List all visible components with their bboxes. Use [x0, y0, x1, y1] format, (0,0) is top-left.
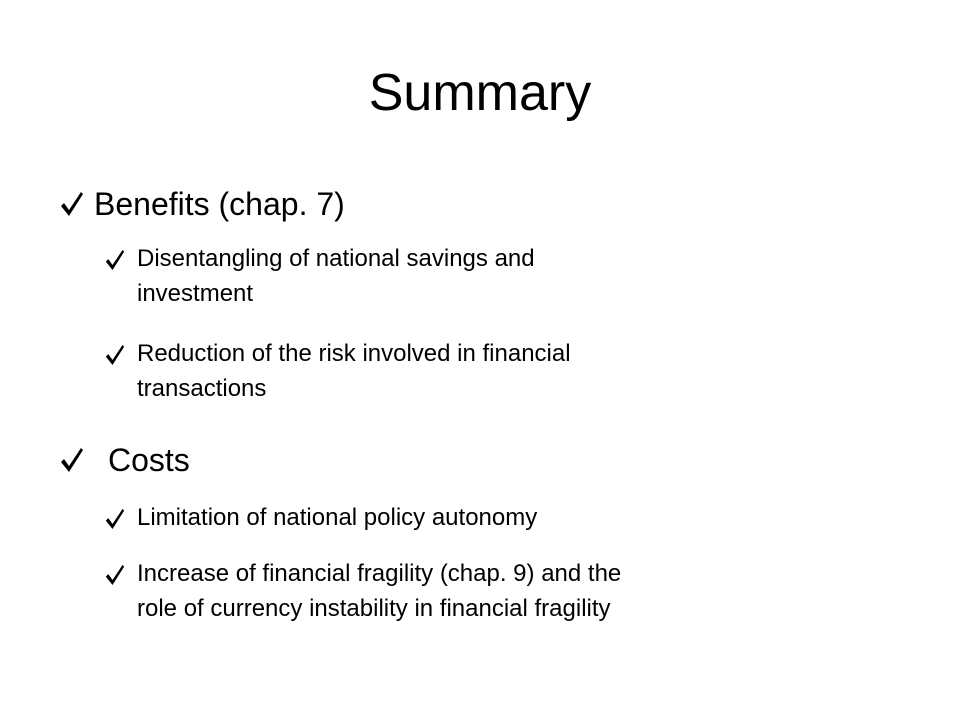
list-item-line: Reduction of the risk involved in financial — [137, 340, 571, 367]
bullet-costs-label: Costs — [108, 442, 190, 478]
slide-title: Summary — [368, 64, 592, 122]
list-item — [105, 556, 920, 626]
list-item-line: Limitation of national policy autonomy — [137, 504, 538, 531]
list-item — [105, 241, 920, 311]
checkmark-icon — [105, 344, 125, 366]
checkmark-icon — [60, 191, 84, 217]
list-item-line: role of currency instability in financial fragility — [137, 595, 611, 622]
list-item — [105, 336, 920, 406]
bullet-costs — [60, 440, 920, 480]
list-item — [105, 500, 920, 535]
list-item-line: Increase of financial fragility (chap. 9) and the — [137, 560, 622, 587]
list-item-line: transactions — [137, 375, 267, 402]
bullet-benefits-label: Benefits (chap. 7) — [94, 186, 345, 222]
checkmark-icon — [105, 249, 125, 271]
checkmark-icon — [105, 508, 125, 530]
bullet-benefits — [60, 184, 920, 224]
list-item-line: Disentangling of national savings and — [137, 245, 535, 272]
list-item-line: investment — [137, 280, 254, 307]
checkmark-icon — [105, 564, 125, 586]
checkmark-icon — [60, 447, 84, 473]
